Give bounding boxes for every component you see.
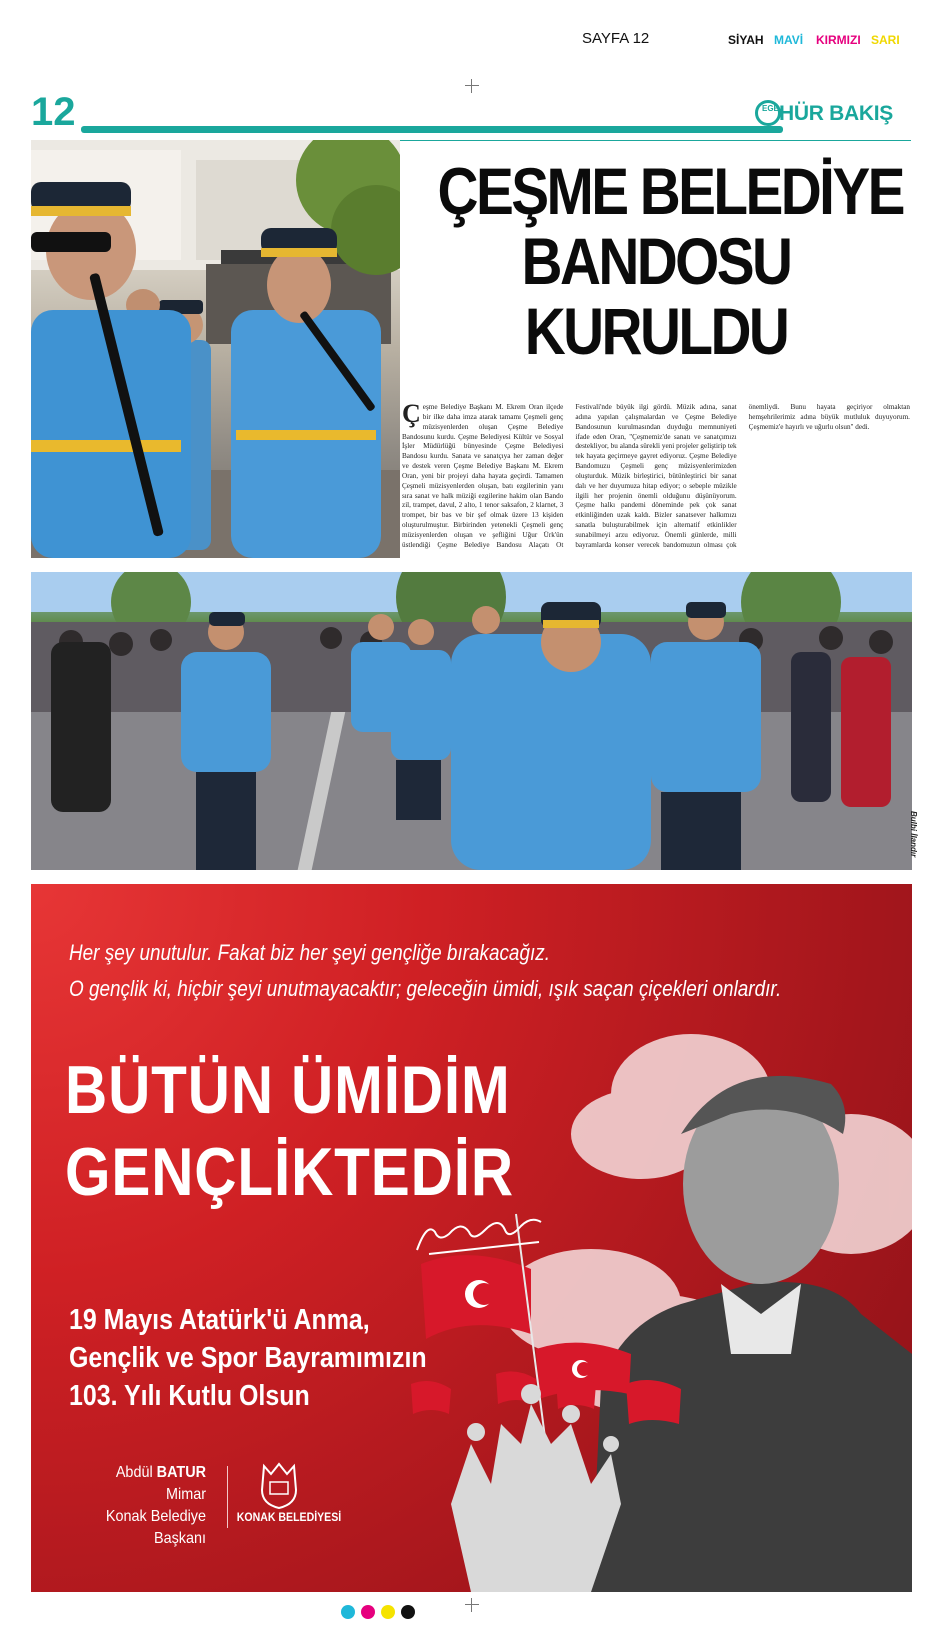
headline-line-3: KURULDU [524,294,788,368]
band-photo-parade-illustration [31,572,912,870]
color-tag-red: KIRMIZI [816,33,861,47]
photo-credit: Bulbi İlandır [909,811,918,858]
color-tag-yellow: SARI [871,33,900,47]
band-photo-parade [31,572,912,870]
brand-prefix: EGE [762,104,779,113]
reg-dot-yellow [381,1605,395,1619]
reg-dot-cyan [341,1605,355,1619]
registration-marks [341,1605,431,1621]
brand-name: HÜR BAKIŞ [779,102,893,125]
official-name [67,1462,207,1484]
headline-line-2: BANDOSU [521,224,791,298]
reg-dot-black [401,1605,415,1619]
ad-message-line-3: 103. Yılı Kutlu Olsun [69,1380,310,1412]
official-block [67,1462,207,1550]
band-photo-top [31,140,400,558]
article-headline [437,154,903,368]
ataturk-quote-line-2: O gençlik ki, hiçbir şeyi unutmayacaktır; geleceğin ümidi, ışık saçan çiçekleri onlardır. [69,976,782,1001]
article-text: eşme Belediye Başkanı M. Ekrem Oran ilçede bir ilke daha imza atarak tamamı Çeşmeli genç müzisyenlerden oluşan Çeşme Belediye Bandosunu kurdu. Çeşme Belediyesi Kültür ve Sosyal İşler Müdürlüğü bünyesinde Çeşme Belediyesi Bandosu kurdu. Sanata ve sanatçıya her zaman değer ve destek veren Çeşme Belediye Başkanı M. Ekrem Oran, yeni bir projeyi daha hayata geçirdi. Tamamen Çeşmeli müzisyenlerden oluşan, batı ezgilerinin yanı sıra sanat ve halk müziği ezgilerine hakim olan Bando zil, trampet, davul, 2 alto, 1 tenor saksafon, 2 klarnet, 3 trompet, bir bas ve bir şef olmak üzere 13 kişiden oluşturulmuştur. Birbirinden yetenekli Çeşmeli genç müzisyenlerden oluşan ve şefliğini Uğur Ürk'ün üstlendiği Çeşme Belediye Bandosu Alaçatı Ot Festivali'nde büyük ilgi gördü. Müzik adına, sanat adına yapılan çalışmalardan ve Çeşme Belediye Bandosunun kurulmasından duyduğu memnuniyeti ifade eden Oran, "Çeşmemiz'de sanatı ve sanatçımızı destekliyor, bu alanda sürekli yeni projeler geliştirip tek tek hayata geçirmeye gayret ediyoruz. Çeşme Belediye Bandomuzu Çeşmeli genç müzisyenlerimizden oluşturduk. Müzik birleştirici, bütünleştirici bir sanat dalı ve her duyumuza hitap ediyor; o sebeple müzikle ilgili her projenin önemli olduğunu düşünüyorum. Çeşme halkı pandemi döneminde pek çok sanat etkinliğinden uzak kaldı. Bizler sanatsever halkımızı sanatla buluşturabilmek için alternatif etkinlikler sunabilmeyi arzu ediyoruz. Önemli günlerde, milli bayramlarda konser verecek bandomuzun olması çok önemliydi. Bunu hayata geçiriyor olmaktan hemşehrilerimiz adına büyük mutluluk duyuyorum. Çeşmemiz'e hayırlı ve uğurlu olsun" dedi. [402,403,910,549]
page-label: SAYFA 12 [582,30,650,47]
crop-mark-bottom [465,1598,479,1612]
official-divider [227,1466,228,1528]
official-title-1: Mimar [166,1486,206,1503]
official-title-2: Konak Belediye Başkanı [105,1508,206,1547]
color-tag-black: SİYAH [728,33,764,47]
ad-headline-line-1: BÜTÜN ÜMİDİM [65,1052,511,1128]
article-body [402,399,910,559]
ad-message-line-2: Gençlik ve Spor Bayramımızın [69,1342,427,1374]
header-rule [81,126,783,133]
official-last-name: BATUR [156,1464,206,1481]
commemoration-ad [31,884,912,1592]
reg-dot-magenta [361,1605,375,1619]
official-first-name: Abdül [115,1464,157,1481]
page-number: 12 [31,90,76,134]
brand-logo [755,100,915,130]
ataturk-quote-line-1: Her şey unutulur. Fakat biz her şeyi gençliğe bırakacağız. [69,940,550,965]
ad-message-line-1: 19 Mayıs Atatürk'ü Anma, [69,1304,370,1336]
band-photo-top-illustration [31,140,400,558]
print-bar [0,28,941,52]
ataturk-signature [409,1202,549,1262]
headline-line-1: ÇEŞME BELEDİYE [437,154,903,228]
dropcap: Ç [402,399,421,428]
color-tag-blue: MAVİ [774,33,804,47]
newspaper-header [31,90,911,140]
municipality-name: KONAK BELEDİYESİ [236,1510,342,1524]
ad-headline-line-2: GENÇLİKTEDİR [65,1134,514,1210]
